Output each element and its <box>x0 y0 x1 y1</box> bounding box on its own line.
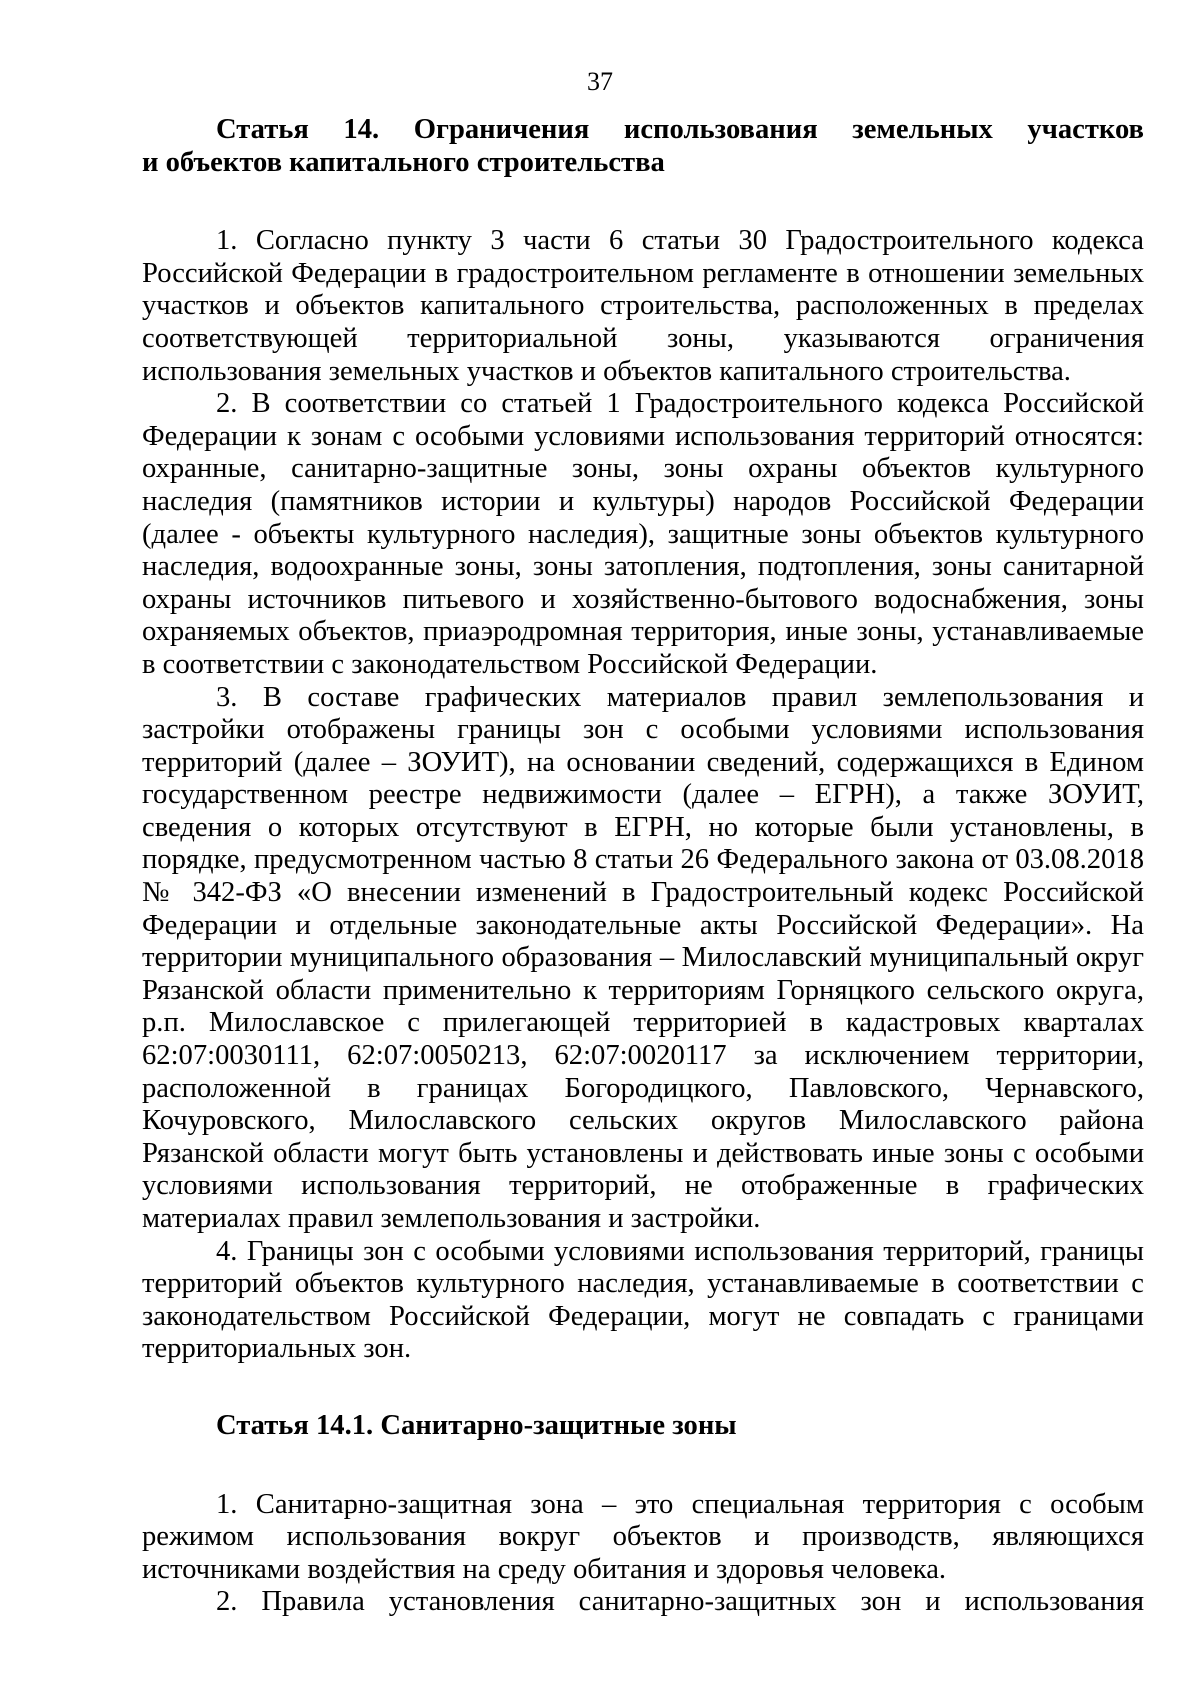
document-body <box>142 114 1144 1619</box>
article-14-paragraph-1: 1. Согласно пункту 3 части 6 статьи 30 Градостроительного кодекса Российской Федерации в градостроительном регламенте в отношении земельных участков и объектов капитального строительства, расположенных в пределах соответствующей территориальной зоны, указываются ограничения использования земельных участков и объектов капитального строительства. <box>142 225 1144 387</box>
article-14-paragraph-4: 4. Границы зон с особыми условиями использования территорий, границы территорий объектов культурного наследия, устанавливаемые в соответствии с законодательством Российской Федерации, могут не совпадать с границами территориальных зон. <box>142 1235 1144 1365</box>
article-14-1-paragraph-1: 1. Санитарно-защитная зона – это специальная территория с особым режимом использования вокруг объектов и производств, являющихся источниками воздействия на среду обитания и здоровья человека. <box>142 1488 1144 1585</box>
article-14-paragraph-2: 2. В соответствии со статьей 1 Градостроительного кодекса Российской Федерации к зонам с особыми условиями использования территорий относятся: охранные, санитарно-защитные зоны, зоны охраны объектов культурного наследия (памятников истории и культуры) народов Российской Федерации (далее - объекты культурного наследия), защитные зоны объектов культурного наследия, водоохранные зоны, зоны затопления, подтопления, зоны санитарной охраны источников питьевого и хозяйственно-бытового водоснабжения, зоны охраняемых объектов, приаэродромная территория, иные зоны, устанавливаемые в соответствии с законодательством Российской Федерации. <box>142 388 1144 680</box>
article-14-heading-line2: и объектов капитального строительства <box>142 146 665 178</box>
article-14-paragraph-3: 3. В составе графических материалов правил землепользования и застройки отображены границы зон с особыми условиями использования территорий (далее – ЗОУИТ), на основании сведений, содержащихся в Едином государственном реестре недвижимости (далее – ЕГРН), а также ЗОУИТ, сведения о которых отсутствуют в ЕГРН, но которые были установлены, в порядке, предусмотренном частью 8 статьи 26 Федерального закона от 03.08.2018 № 342-ФЗ «О внесении изменений в Градостроительный кодекс Российской Федерации и отдельные законодательные акты Российской Федерации». На территории муниципального образования – Милославский муниципальный округ Рязанской области применительно к территориям Горняцкого сельского округа, р.п. Милославское с прилегающей территорией в кадастровых кварталах 62:07:0030111, 62:07:0050213, 62:07:0020117 за исключением территории, расположенной в границах Богородицкого, Павловского, Чернавского, Кочуровского, Милославского сельских округов Милославского района Рязанской области могут быть установлены и действовать иные зоны с особыми условиями использования территорий, не отображенные в графических материалах правил землепользования и застройки. <box>142 681 1144 1234</box>
spacer <box>142 1366 1144 1410</box>
article-14-1-heading: Статья 14.1. Санитарно-защитные зоны <box>216 1409 737 1441</box>
spacer <box>142 179 1144 225</box>
article-14-1-paragraph-2: 2. Правила установления санитарно-защитных зон и использования <box>216 1586 1144 1618</box>
spacer <box>142 1443 1144 1489</box>
page-number: 37 <box>587 67 613 96</box>
article-14-heading <box>142 114 1144 179</box>
article-14-heading-line1: Статья 14. Ограничения использования земельных участков <box>216 114 1144 145</box>
